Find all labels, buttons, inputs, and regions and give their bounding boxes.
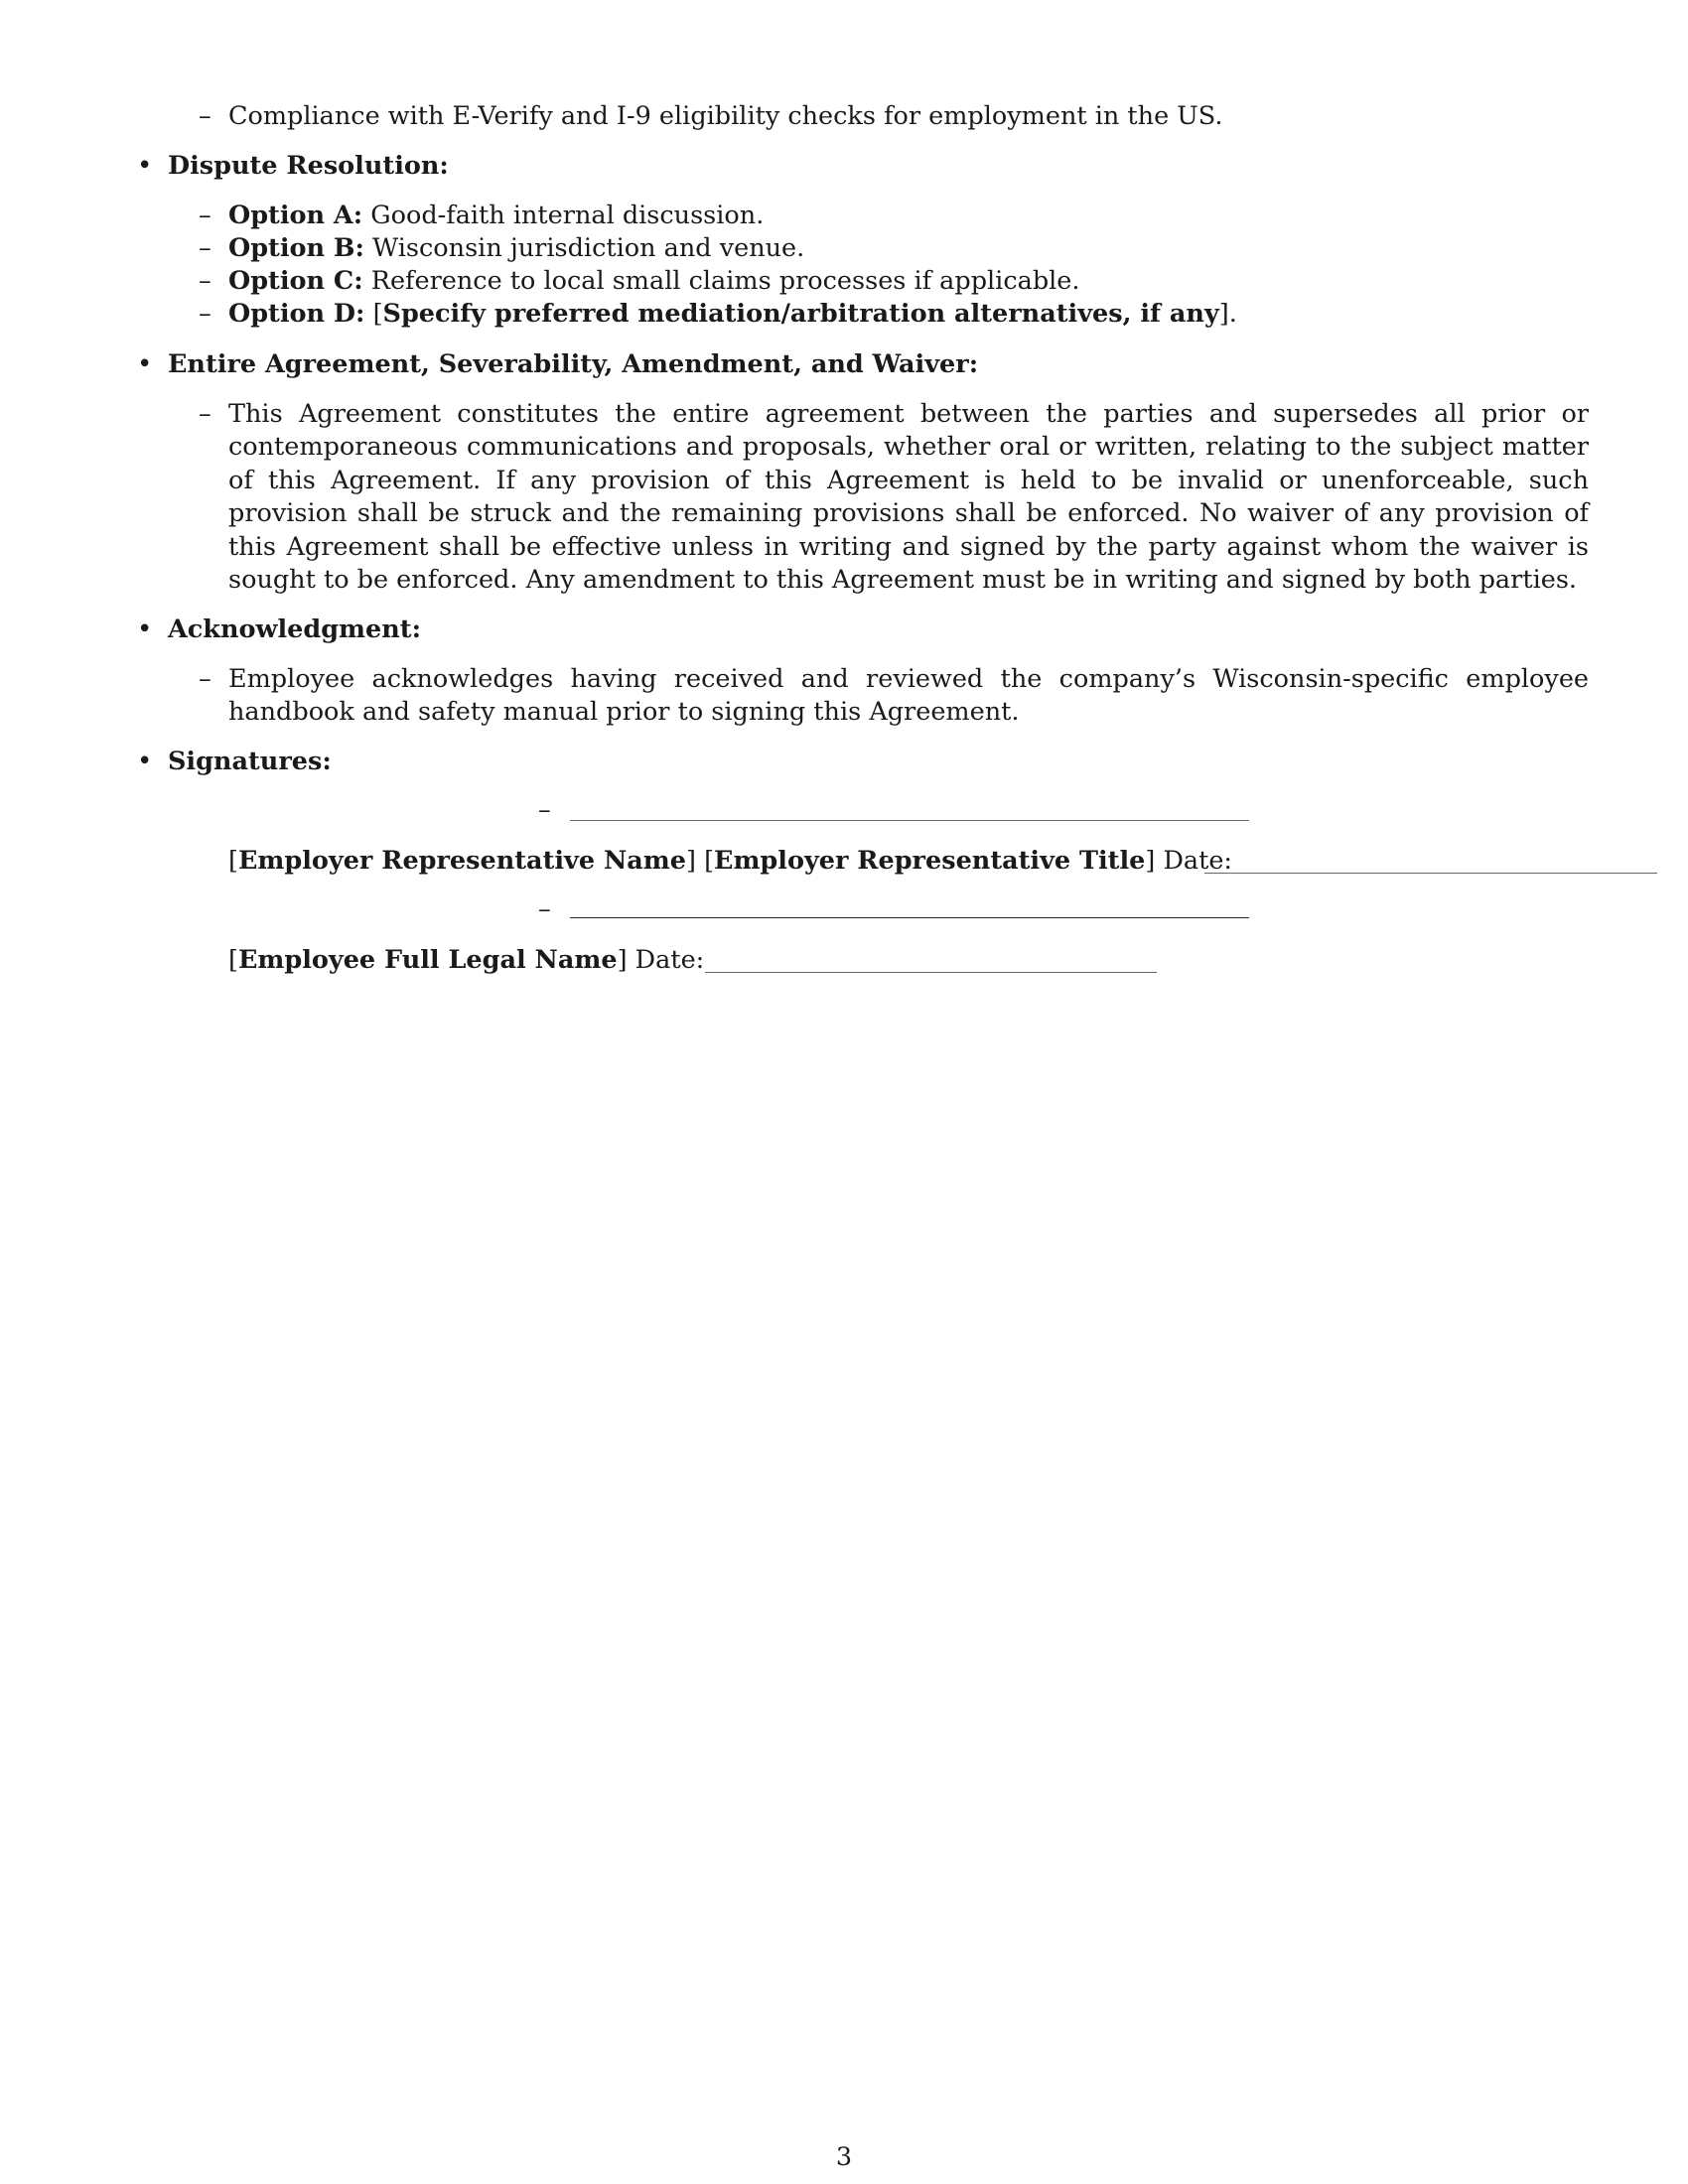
entire-agreement-text: This Agreement constitutes the entire agreement between the parties and supersedes all prior or contemporaneous communications and proposals, whether oral or written, relating to the subject matter of this Agreement. If any provision of this Agreement is held to be invalid or unenforceable, such provision shall be struck and the remaining provisions shall be enforced. No waiver of any provision of this Agreement shall be effective unless in writing and signed by the party against whom the waiver is sought to be enforced. Any amendment to this Agreement must be in writing and signed by both parties. — [228, 399, 1589, 596]
employer-signature-line[interactable] — [570, 820, 1249, 821]
list-bullet: • — [137, 349, 153, 379]
option-b: Option B: Wisconsin jurisdiction and venue. — [228, 233, 805, 263]
employee-signature-block: [Employee Full Legal Name] Date: — [228, 945, 705, 975]
list-dash: – — [199, 101, 211, 131]
list-bullet: • — [137, 614, 153, 644]
page-number: 3 — [835, 2142, 853, 2172]
compliance-item: Compliance with E-Verify and I-9 eligibility checks for employment in the US. — [228, 101, 1223, 131]
list-dash: – — [538, 894, 551, 924]
employee-signature-line[interactable] — [570, 917, 1249, 918]
option-a: Option A: Good-faith internal discussion. — [228, 201, 765, 230]
list-dash: – — [199, 201, 211, 230]
list-dash: – — [199, 299, 211, 329]
list-dash: – — [199, 233, 211, 263]
employer-date-line[interactable] — [1204, 873, 1657, 874]
acknowledgment-heading: Acknowledgment: — [168, 614, 421, 644]
option-c: Option C: Reference to local small claims processes if applicable. — [228, 266, 1080, 296]
signatures-heading: Signatures: — [168, 747, 332, 776]
acknowledgment-text: Employee acknowledges having received and reviewed the company’s Wisconsin-specific employee handbook and safety manual prior to signing this Agreement. — [228, 664, 1589, 728]
option-d: Option D: [Specify preferred mediation/arbitration alternatives, if any]. — [228, 299, 1237, 329]
list-dash: – — [199, 266, 211, 296]
list-dash: – — [199, 399, 211, 429]
employer-signature-block: [Employer Representative Name] [Employer Representative Title] Date: — [228, 846, 1233, 876]
dispute-heading: Dispute Resolution: — [168, 151, 449, 181]
employee-date-line[interactable] — [705, 972, 1157, 973]
list-dash: – — [199, 664, 211, 694]
list-bullet: • — [137, 151, 153, 181]
list-bullet: • — [137, 747, 153, 776]
entire-agreement-heading: Entire Agreement, Severability, Amendment, and Waiver: — [168, 349, 979, 379]
list-dash: – — [538, 795, 551, 825]
